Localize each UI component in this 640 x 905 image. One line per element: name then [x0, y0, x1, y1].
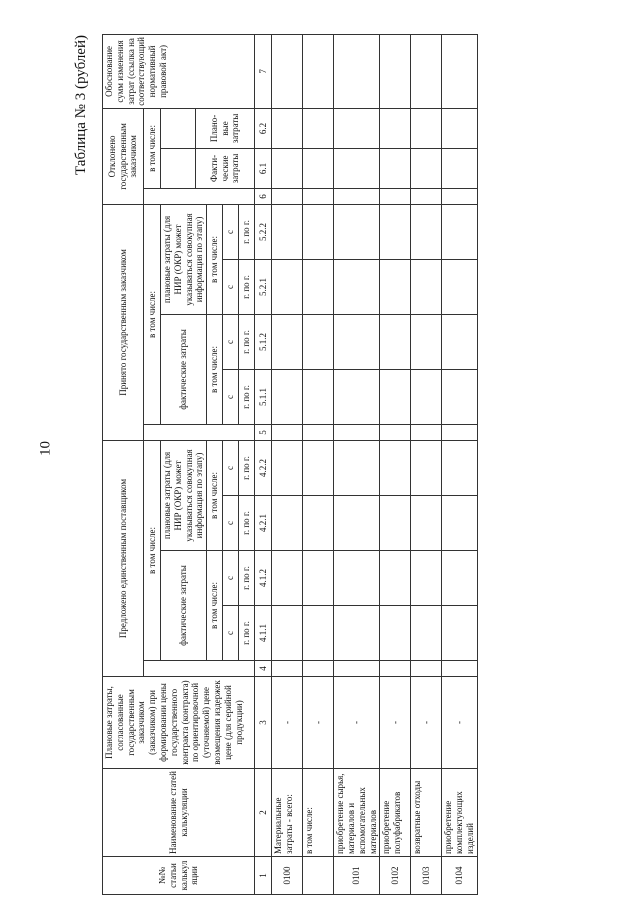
table-row: [442, 34, 477, 894]
row-code-cell: 0103: [411, 857, 442, 895]
colnum-cell: 3: [255, 677, 272, 769]
row-code-cell: 0100: [272, 857, 303, 895]
table-row: [272, 34, 303, 894]
table-cell: [442, 551, 477, 606]
table-cell: [380, 661, 411, 677]
table-cell: [303, 551, 334, 606]
colnum-cell: 5.2.2: [255, 204, 272, 259]
header-including-6: в том числе:: [144, 108, 161, 188]
table-cell: [411, 551, 442, 606]
header-justification: Обоснование сумм изменения затрат (ссылка на соответствующий нормативный правовой акт): [103, 34, 255, 108]
table-cell: [334, 606, 380, 661]
page-number: 10: [37, 441, 54, 456]
header-including-4-2: в том числе:: [207, 440, 223, 550]
table-cell: [272, 148, 303, 188]
header-accepted-by-customer: Принято государственным заказчиком: [103, 204, 144, 440]
row-code-cell: [303, 857, 334, 895]
table-cell: [380, 34, 411, 108]
table-cell: [272, 369, 303, 424]
header-planned-costs: Плановые затраты, согласованные государственным заказчиком (заказчиком) при формировании цены государственного контракта (контракта) по ориентировочной (уточняемой) цене возмещения издержек цене (для серийной продукции): [103, 677, 255, 769]
from-5-2-2: с: [223, 204, 239, 259]
table-cell: [272, 551, 303, 606]
row-value-cell: -: [303, 677, 334, 769]
header-plan-4: плановые затраты (для НИР (ОКР) может указываться совокупная информация по этапу): [161, 440, 207, 550]
table-cell: [411, 369, 442, 424]
colnum-cell: 5.2.1: [255, 259, 272, 314]
table-cell: [272, 496, 303, 551]
table-cell: [380, 314, 411, 369]
to-4-1-2: г. по г.: [239, 551, 255, 606]
to-4-1-1: г. по г.: [239, 606, 255, 661]
colnum-cell: 4: [255, 661, 272, 677]
table-cell: [303, 259, 334, 314]
row-name-cell: в том числе:: [303, 769, 334, 857]
table-cell: [272, 204, 303, 259]
header-blank-6-1: [161, 148, 196, 188]
table-cell: [442, 34, 477, 108]
row-code-cell: 0104: [442, 857, 477, 895]
table-cell: [334, 440, 380, 495]
colnum-cell: 5.1.2: [255, 314, 272, 369]
table-cell: [380, 440, 411, 495]
table-cell: [334, 424, 380, 440]
table-cell: [380, 606, 411, 661]
table-cell: [380, 496, 411, 551]
table-cell: [380, 204, 411, 259]
table-cell: [334, 148, 380, 188]
to-5-1-2: г. по г.: [239, 314, 255, 369]
row-value-cell: -: [272, 677, 303, 769]
table-cell: [303, 188, 334, 204]
to-5-2-1: г. по г.: [239, 259, 255, 314]
colnum-cell: 4.2.1: [255, 496, 272, 551]
table-cell: [380, 259, 411, 314]
colnum-cell: 6: [255, 188, 272, 204]
header-article-name: Наименование статей калькуляции: [103, 769, 255, 857]
table-cell: [334, 188, 380, 204]
table-row: [303, 34, 334, 894]
table-cell: [303, 606, 334, 661]
header-including-4-1: в том числе:: [207, 551, 223, 661]
to-5-2-2: г. по г.: [239, 204, 255, 259]
from-5-1-1: с: [223, 369, 239, 424]
table-cell: [442, 148, 477, 188]
table-cell: [334, 661, 380, 677]
from-5-2-1: с: [223, 259, 239, 314]
table-body: [272, 34, 478, 894]
colnum-cell: 7: [255, 34, 272, 108]
table-cell: [411, 661, 442, 677]
table-cell: [334, 496, 380, 551]
table-cell: [442, 188, 477, 204]
table-cell: [303, 34, 334, 108]
header-fact-6: Факти-ческие затраты: [196, 148, 255, 188]
row-name-cell: приобретение сырья, материалов и вспомогательных материалов: [334, 769, 380, 857]
header-blank-6-2: [161, 108, 196, 148]
table-cell: [272, 424, 303, 440]
colnum-cell: 6.1: [255, 148, 272, 188]
table-cell: [303, 204, 334, 259]
from-4-1-2: с: [223, 551, 239, 606]
header-fact-5: фактические затраты: [161, 314, 207, 424]
to-4-2-2: г. по г.: [239, 440, 255, 495]
table-cell: [442, 369, 477, 424]
table-cell: [303, 108, 334, 148]
table-cell: [411, 424, 442, 440]
table-cell: [334, 108, 380, 148]
table-cell: [303, 314, 334, 369]
header-plan-6: Плано-вые затраты: [196, 108, 255, 148]
table-cell: [411, 34, 442, 108]
header-including-5: в том числе:: [144, 204, 161, 424]
table-cell: [334, 369, 380, 424]
row-name-cell: приобретение комплектующих изделий: [442, 769, 477, 857]
table-cell: [411, 148, 442, 188]
header-including-4: в том числе:: [144, 440, 161, 660]
table-cell: [442, 424, 477, 440]
from-4-1-1: с: [223, 606, 239, 661]
row-value-cell: -: [380, 677, 411, 769]
table-cell: [272, 188, 303, 204]
row-value-cell: -: [411, 677, 442, 769]
row-name-cell: приобретение полуфабрикатов: [380, 769, 411, 857]
row-value-cell: -: [442, 677, 477, 769]
table-cell: [411, 259, 442, 314]
table-cell: [272, 108, 303, 148]
colnum-cell: 1: [255, 857, 272, 895]
colnum-cell: 4.1.2: [255, 551, 272, 606]
table-cell: [442, 259, 477, 314]
header-total-5: [144, 424, 255, 440]
row-name-cell: Материальные затраты - всего:: [272, 769, 303, 857]
header-row-1: [103, 34, 144, 894]
table-cell: [411, 496, 442, 551]
header-proposed-by-supplier: Предложено единственным поставщиком: [103, 440, 144, 676]
table-cell: [442, 440, 477, 495]
row-name-cell: возвратные отходы: [411, 769, 442, 857]
table-cell: [442, 108, 477, 148]
table-cell: [334, 314, 380, 369]
table-caption: Таблица № 3 (рублей): [73, 35, 89, 175]
header-total-4: [144, 661, 255, 677]
table-cell: [272, 259, 303, 314]
table-cell: [380, 188, 411, 204]
row-value-cell: -: [334, 677, 380, 769]
row-code-cell: 0102: [380, 857, 411, 895]
table-cell: [411, 606, 442, 661]
header-rejected-by-customer: Отклонено государственным заказчиком: [103, 108, 144, 204]
table-cell: [272, 314, 303, 369]
header-article-number: №№ статьи калькуляции: [103, 857, 255, 895]
colnum-cell: 2: [255, 769, 272, 857]
table-cell: [303, 148, 334, 188]
table-cell: [272, 661, 303, 677]
table-cell: [272, 440, 303, 495]
colnum-cell: 4.1.1: [255, 606, 272, 661]
table-cell: [272, 606, 303, 661]
from-4-2-2: с: [223, 440, 239, 495]
table-cell: [334, 551, 380, 606]
table-cell: [442, 496, 477, 551]
table-cell: [334, 34, 380, 108]
table-cell: [442, 314, 477, 369]
table-row: [411, 34, 442, 894]
table-row: [380, 34, 411, 894]
table-cell: [303, 661, 334, 677]
table-cell: [442, 606, 477, 661]
colnum-cell: 5: [255, 424, 272, 440]
table-cell: [442, 204, 477, 259]
table-cell: [380, 551, 411, 606]
header-plan-5: плановые затраты (для НИР (ОКР) может указываться совокупная информация по этапу): [161, 204, 207, 314]
table-cell: [303, 440, 334, 495]
table-cell: [303, 369, 334, 424]
table-cell: [411, 188, 442, 204]
table-cell: [380, 369, 411, 424]
table-cell: [411, 204, 442, 259]
colnum-cell: 5.1.1: [255, 369, 272, 424]
rotated-page-content: [73, 35, 598, 895]
header-total-6: [144, 188, 255, 204]
from-5-1-2: с: [223, 314, 239, 369]
header-including-5-2: в том числе:: [207, 204, 223, 314]
to-4-2-1: г. по г.: [239, 496, 255, 551]
table-cell: [411, 108, 442, 148]
table-cell: [380, 108, 411, 148]
table-cell: [303, 496, 334, 551]
to-5-1-1: г. по г.: [239, 369, 255, 424]
table-cell: [303, 424, 334, 440]
table-cell: [411, 440, 442, 495]
table-cell: [411, 314, 442, 369]
table-cell: [334, 204, 380, 259]
table-cell: [380, 424, 411, 440]
column-number-row: [255, 34, 272, 894]
table-cell: [380, 148, 411, 188]
table-row: [334, 34, 380, 894]
table-cell: [334, 259, 380, 314]
cost-calculation-table: [102, 34, 478, 895]
colnum-cell: 6.2: [255, 108, 272, 148]
header-fact-4: фактические затраты: [161, 551, 207, 661]
colnum-cell: 4.2.2: [255, 440, 272, 495]
from-4-2-1: с: [223, 496, 239, 551]
row-code-cell: 0101: [334, 857, 380, 895]
table-cell: [272, 34, 303, 108]
table-cell: [442, 661, 477, 677]
header-including-5-1: в том числе:: [207, 314, 223, 424]
